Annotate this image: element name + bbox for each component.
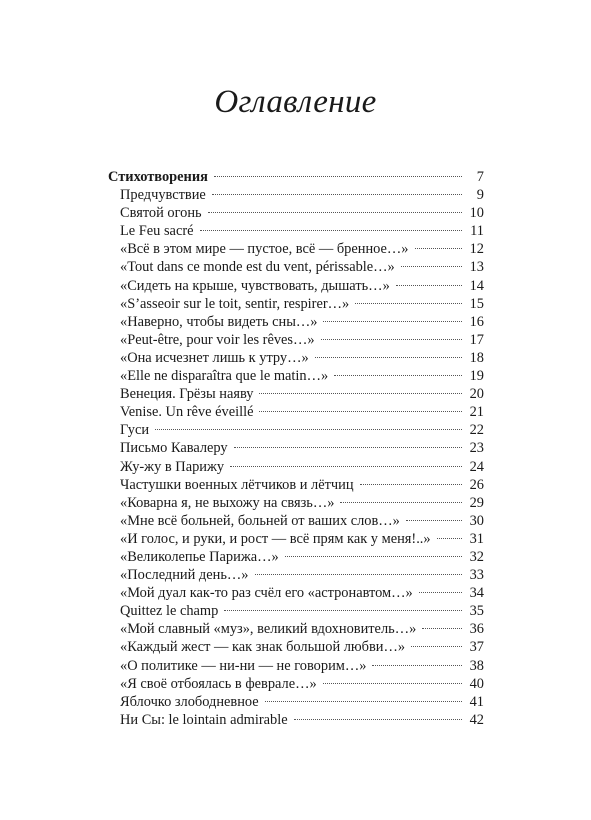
toc-entry-title: «О политике — ни-ни — не говорим…» (120, 657, 367, 674)
toc-entry (108, 222, 484, 240)
toc-page-number: 31 (469, 530, 484, 547)
toc-entry (108, 512, 484, 530)
toc-page-number: 41 (469, 693, 484, 710)
toc-entry-title: «Наверно, чтобы видеть сны…» (120, 313, 318, 330)
toc-entry-title: «Я своё отбоялась в феврале…» (120, 675, 317, 692)
toc-entry-title: «Мой славный «муз», великий вдохновитель…» (120, 621, 417, 638)
toc-entry (108, 258, 484, 276)
toc-page-number: 21 (469, 404, 484, 421)
dot-leader (208, 212, 462, 213)
toc-page-number: 15 (469, 295, 484, 312)
toc-entry-title: Частушки военных лётчиков и лётчиц (120, 476, 354, 493)
toc-entry (108, 331, 484, 349)
toc-page-number: 16 (469, 313, 484, 330)
dot-leader (334, 375, 462, 376)
dot-leader (315, 357, 462, 358)
toc-entry (108, 675, 484, 693)
toc-entry-title: «Коварна я, не выхожу на связь…» (120, 494, 335, 511)
dot-leader (294, 719, 462, 720)
toc-page-number: 12 (469, 241, 484, 258)
toc-page-number: 13 (469, 259, 484, 276)
toc-page-number: 42 (469, 711, 484, 728)
toc-entry (108, 439, 484, 457)
toc-entry (108, 548, 484, 566)
toc-page-number: 37 (469, 639, 484, 656)
dot-leader (155, 429, 462, 430)
dot-leader (200, 230, 462, 231)
toc-entry-title: «Каждый жест — как знак большой любви…» (120, 639, 406, 656)
toc-entry-title: Святой огонь (120, 205, 202, 222)
toc-entry (108, 367, 484, 385)
toc-section-heading (108, 168, 484, 186)
toc-entry-title: «Tout dans ce monde est du vent, périssable…» (120, 259, 395, 276)
toc-page-number: 40 (469, 675, 484, 692)
dot-leader (265, 701, 462, 702)
toc-page-number: 18 (469, 349, 484, 366)
toc-entry-title: Quittez le champ (120, 603, 219, 620)
toc-page-number: 19 (469, 368, 484, 385)
toc-page-number: 10 (469, 205, 484, 222)
page-title: Оглавление (214, 84, 377, 120)
toc-entry-title: Яблочко злободневное (120, 693, 259, 710)
toc-entry (108, 240, 484, 258)
toc-entry (108, 277, 484, 295)
toc-entry-title: Ни Сы: le lointain admirable (120, 711, 288, 728)
toc-entry (108, 476, 484, 494)
toc-entry-title: «Последний день…» (120, 567, 249, 584)
toc-entry-title: Гуси (120, 422, 150, 439)
toc-entry (108, 494, 484, 512)
toc-page-number: 11 (470, 223, 484, 240)
dot-leader (259, 411, 462, 412)
dot-leader (323, 683, 462, 684)
toc-page-number: 38 (469, 657, 484, 674)
dot-leader (437, 538, 462, 539)
toc-page-number: 22 (469, 422, 484, 439)
dot-leader (360, 484, 462, 485)
toc-entry-title: «Сидеть на крыше, чувствовать, дышать…» (120, 277, 390, 294)
dot-leader (321, 339, 462, 340)
dot-leader (419, 592, 462, 593)
toc-entry (108, 638, 484, 656)
toc-entry-title: «Она исчезнет лишь к утру…» (120, 349, 309, 366)
toc-entry (108, 584, 484, 602)
toc-entry (108, 711, 484, 729)
toc-entry-title: Venise. Un rêve éveillé (120, 404, 254, 421)
toc-page-number: 34 (469, 585, 484, 602)
dot-leader (323, 321, 462, 322)
toc-page-number: 35 (469, 603, 484, 620)
dot-leader (212, 194, 462, 195)
toc-page-number: 36 (469, 621, 484, 638)
toc-entry-title: Le Feu sacré (120, 223, 194, 240)
toc-page-number: 30 (469, 512, 484, 529)
toc-entry (108, 313, 484, 331)
dot-leader (224, 610, 462, 611)
toc-entry-title: «Elle ne disparaîtra que le matin…» (120, 368, 329, 385)
dot-leader (234, 447, 462, 448)
toc-entry (108, 458, 484, 476)
toc-page-number: 9 (476, 187, 484, 204)
toc-page-number: 26 (469, 476, 484, 493)
toc-page-number: 29 (469, 494, 484, 511)
toc-entry-title: «Великолепье Парижа…» (120, 548, 279, 565)
toc-entry (108, 620, 484, 638)
dot-leader (401, 266, 462, 267)
dot-leader (230, 466, 462, 467)
toc-page-number: 33 (469, 567, 484, 584)
toc-page-number: 23 (469, 440, 484, 457)
toc-entry-title: «И голос, и руки, и рост — всё прям как у меня!..» (120, 530, 431, 547)
toc-page-number: 20 (469, 386, 484, 403)
toc-entry (108, 530, 484, 548)
toc-entry-title: «Всё в этом мире — пустое, всё — бренное…» (120, 241, 409, 258)
dot-leader (411, 646, 462, 647)
toc-entry (108, 349, 484, 367)
dot-leader (415, 248, 463, 249)
toc-entry (108, 403, 484, 421)
toc-entry-title: Письмо Кавалеру (120, 440, 228, 457)
toc-entry (108, 657, 484, 675)
toc-entry-title: Венеция. Грёзы наяву (120, 386, 254, 403)
toc-entry (108, 204, 484, 222)
dot-leader (340, 502, 462, 503)
toc-page-number: 32 (469, 548, 484, 565)
toc-entry-title: Предчувствие (120, 187, 206, 204)
toc-entry-title: «Peut-être, pour voir les rêves…» (120, 331, 315, 348)
dot-leader (214, 176, 462, 177)
toc-entry-title: «Мне всё больней, больней от ваших слов…» (120, 512, 400, 529)
toc-entry-title: Стихотворения (108, 169, 208, 185)
toc-entry (108, 385, 484, 403)
toc-page-number: 17 (469, 331, 484, 348)
dot-leader (259, 393, 462, 394)
toc-page-number: 7 (476, 169, 484, 185)
toc-entry-title: Жу-жу в Парижу (120, 458, 225, 475)
dot-leader (255, 574, 463, 575)
toc-entry (108, 295, 484, 313)
toc-page-number: 24 (469, 458, 484, 475)
toc-entry-title: «S’asseoir sur le toit, sentir, respirer…» (120, 295, 350, 312)
toc-page-number: 14 (469, 277, 484, 294)
toc-entry (108, 421, 484, 439)
toc-entry (108, 566, 484, 584)
dot-leader (406, 520, 462, 521)
toc-entry (108, 693, 484, 711)
dot-leader (396, 285, 462, 286)
toc-entry (108, 602, 484, 620)
toc-entry-title: «Мой дуал как-то раз счёл его «астронавтом…» (120, 585, 413, 602)
table-of-contents (108, 168, 484, 729)
toc-entry (108, 186, 484, 204)
dot-leader (285, 556, 462, 557)
dot-leader (372, 665, 462, 666)
dot-leader (422, 628, 462, 629)
dot-leader (355, 303, 462, 304)
